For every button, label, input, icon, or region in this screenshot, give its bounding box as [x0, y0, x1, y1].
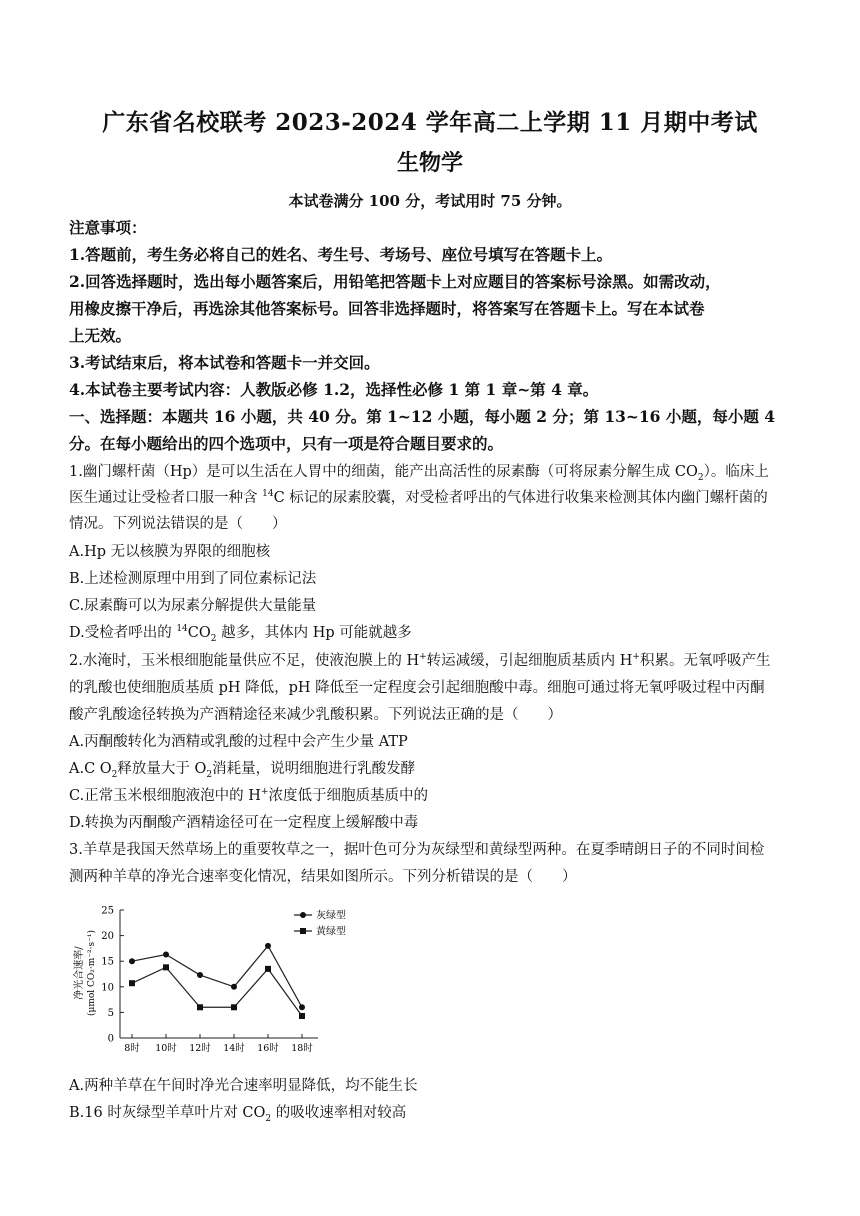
data-point-circle — [197, 972, 203, 978]
chart-legend — [294, 909, 346, 938]
q1-option-c: C.尿素酶可以为尿素分解提供大量能量 — [69, 598, 317, 614]
note-item-2-line-3: 上无效。 — [69, 326, 132, 345]
exam-info: 本试卷满分 100 分，考试用时 75 分钟。 — [288, 192, 572, 210]
x-tick-label: 18时 — [291, 1043, 313, 1054]
q1-option-a: A.Hp 无以核膜为界限的细胞核 — [69, 544, 271, 560]
q3-stem-line-2: 测两种羊草的净光合速率变化情况，结果如图所示。下列分析错误的是（ ） — [69, 869, 577, 885]
data-point-circle — [129, 958, 135, 964]
q1-option-b: B.上述检测原理中用到了同位素标记法 — [69, 571, 317, 587]
q2-option-c: C.正常玉米根细胞液泡中的 H+浓度低于细胞质基质中的 — [69, 787, 428, 804]
legend-marker-circle — [300, 912, 306, 918]
series-line-0 — [132, 946, 302, 1007]
data-point-circle — [163, 952, 169, 958]
legend-marker-square — [300, 928, 306, 934]
data-point-square — [163, 964, 169, 970]
section-1-line-2: 分。在每小题给出的四个选项中，只有一项是符合题目要求的。 — [69, 434, 504, 453]
note-item-2-line-1: 2.回答选择题时，选出每小题答案后，用铅笔把答题卡上对应题目的答案标号涂黑。如需改动， — [69, 272, 721, 291]
q1-option-d: D.受检者呼出的 $^{14}CO_2$ 越多，其体内 Hp 可能就越多 — [69, 624, 412, 644]
x-tick-label: 10时 — [155, 1043, 177, 1054]
x-tick-label: 12时 — [189, 1043, 211, 1054]
exam-subject: 生物学 — [396, 150, 463, 176]
data-point-square — [231, 1004, 237, 1010]
x-tick-label: 8时 — [124, 1043, 140, 1054]
chart-series — [129, 943, 305, 1019]
series-line-1 — [132, 967, 302, 1016]
notes-heading: 注意事项： — [69, 218, 147, 237]
data-point-square — [129, 980, 135, 986]
x-tick-label: 14时 — [223, 1043, 245, 1054]
y-tick-label: 25 — [101, 905, 114, 917]
data-point-square — [299, 1013, 305, 1019]
section-1-line-1: 一、选择题：本题共 16 小题，共 40 分。第 1~12 小题，每小题 2 分；第 13~16 小题，每小题 4 — [69, 407, 776, 426]
q2-option-a: A.丙酮酸转化为酒精或乳酸的过程中会产生少量 ATP — [69, 734, 408, 750]
exam-title: 广东省名校联考 2023-2024 学年高二上学期 11 月期中考试 — [102, 109, 758, 136]
data-point-square — [265, 966, 271, 972]
y-tick-label: 0 — [107, 1033, 114, 1045]
q1-stem-line-2: 医生通过让受检者口服一种含 $^{14}$C 标记的尿素胶囊，对受检者呼出的气体进行收集来检测其体内幽门螺杆菌的 — [69, 489, 768, 506]
y-tick-label: 5 — [107, 1007, 114, 1019]
note-item-3: 3.考试结束后，将本试卷和答题卡一并交回。 — [69, 353, 380, 372]
y-axis-label-line-2: (μmol CO₂·m⁻²·s⁻¹) — [87, 929, 97, 1017]
note-item-1: 1.答题前，考生务必将自己的姓名、考生号、考场号、座位号填写在答题卡上。 — [69, 245, 613, 264]
q2-stem-line-2: 的乳酸也使细胞质基质 pH 降低，pH 降低至一定程度会引起细胞酸中毒。细胞可通过将无氧呼吸过程中丙酮 — [69, 680, 765, 696]
q2-option-d: D.转换为丙酮酸产酒精途径可在一定程度上缓解酸中毒 — [69, 815, 419, 831]
q3-option-a: A.两种羊草在午间时净光合速率明显降低，均不能生长 — [69, 1078, 418, 1094]
net-photosynthesis-chart — [68, 898, 368, 1058]
chart-ticks — [101, 906, 313, 1055]
data-point-circle — [231, 984, 237, 990]
q2-option-b: A.C $O_2$释放量大于 $O_2$消耗量，说明细胞进行乳酸发酵 — [69, 761, 416, 780]
q3-option-b: B.16 时灰绿型羊草叶片对 $CO_2$ 的吸收速率相对较高 — [69, 1105, 407, 1124]
y-tick-label: 15 — [101, 956, 114, 968]
x-tick-label: 16时 — [257, 1043, 279, 1054]
q1-stem-line-1: 1.幽门螺杆菌（Hp）是可以生活在人胃中的细菌，能产出高活性的尿素酶（可将尿素分解生成 $CO_2$）。临床上 — [69, 464, 769, 483]
y-tick-label: 10 — [101, 982, 114, 994]
legend-label: 灰绿型 — [316, 910, 346, 922]
data-point-circle — [299, 1004, 305, 1010]
q2-stem-line-1: 2.水淹时，玉米根细胞能量供应不足，使液泡膜上的 H+转运减缓，引起细胞质基质内 H+积累。无氧呼吸产生 — [69, 652, 771, 669]
q1-stem-line-3: 情况。下列说法错误的是（ ） — [69, 516, 287, 532]
y-tick-label: 20 — [101, 931, 114, 943]
note-item-2-line-2: 用橡皮擦干净后，再选涂其他答案标号。回答非选择题时，将答案写在答题卡上。写在本试卷 — [69, 299, 705, 318]
data-point-square — [197, 1004, 203, 1010]
y-axis-label-line-1: 净光合速率/ — [74, 946, 85, 1000]
data-point-circle — [265, 943, 271, 949]
legend-label: 黄绿型 — [316, 926, 346, 938]
chart-axes — [120, 910, 318, 1038]
note-item-4: 4.本试卷主要考试内容：人教版必修 1.2，选择性必修 1 第 1 章~第 4 章。 — [69, 380, 599, 399]
q3-stem-line-1: 3.羊草是我国天然草场上的重要牧草之一，据叶色可分为灰绿型和黄绿型两种。在夏季晴朗日子的不同时间检 — [69, 842, 765, 858]
q2-stem-line-3: 酸产乳酸途径转换为产酒精途径来减少乳酸积累。下列说法正确的是（ ） — [69, 707, 562, 723]
